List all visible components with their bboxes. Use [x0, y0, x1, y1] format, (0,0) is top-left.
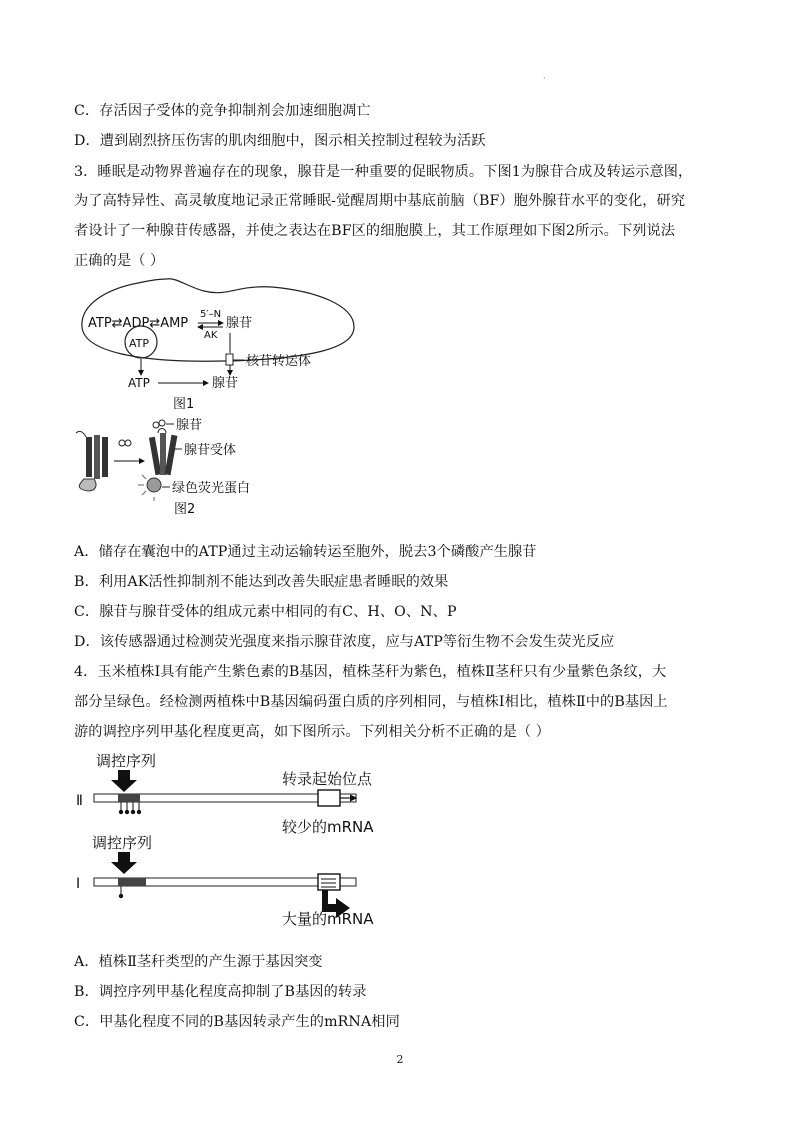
receptor-active-icon: [149, 420, 178, 475]
fig2-label-adenosine: 腺苷: [176, 418, 203, 433]
fig1-adenosine-in: 腺苷: [226, 316, 253, 331]
row1-label: Ⅰ: [76, 876, 81, 892]
reg-seq-row1: [118, 878, 146, 886]
tss-box-row1: [318, 874, 340, 890]
q2-option-d: D．遭到剧烈挤压伤害的肌肉细胞中，图示相关控制过程较为活跃: [74, 133, 486, 149]
fig2-label-gfp: 绿色荧光蛋白: [172, 481, 251, 496]
figure-2-sensor: [70, 415, 300, 520]
q4-stem-line-2: 部分呈绿色。经检测两植株中B基因编码蛋白质的序列相同，与植株Ⅰ相比，植株Ⅱ中的B基因上: [74, 694, 668, 710]
less-mrna-label: 较少的mRNA: [282, 818, 374, 836]
fig1-adenosine-out: 腺苷: [212, 376, 239, 391]
fig1-atp-circle-label: ATP: [129, 337, 150, 350]
fig1-atp-out: ATP: [128, 376, 150, 390]
q3-stem-line-2: 为了高特异性、高灵敏度地记录正常睡眠-觉醒周期中基底前脑（BF）胞外腺苷水平的变化，研究: [74, 193, 686, 209]
reg-arrow-bottom-icon: [111, 852, 137, 874]
fig1-enzyme-top: 5′–N: [200, 309, 222, 320]
fig2-label-receptor: 腺苷受体: [184, 443, 237, 458]
fig1-caption: 图1: [173, 397, 195, 412]
q3-stem-line-1: 3．睡眠是动物界普遍存在的现象，腺苷是一种重要的促眠物质。下图1为腺苷合成及转运示意图，: [74, 164, 693, 180]
q4-option-a: A．植株Ⅱ茎秆类型的产生源于基因突变: [74, 954, 323, 970]
q2-option-c: C．存活因子受体的竞争抑制剂会加速细胞凋亡: [74, 103, 371, 119]
q3-option-a: A．储存在囊泡中的ATP通过主动运输转运至胞外，脱去3个磷酸产生腺苷: [74, 544, 537, 560]
tss-box-row2: [318, 790, 340, 806]
fig1-chain-text: ATP⇄ADP⇄AMP: [88, 316, 189, 331]
methyl-groups-row2: [119, 802, 141, 814]
page-number: 2: [396, 1053, 404, 1066]
q4-stem-line-1: 4．玉米植株Ⅰ具有能产生紫色素的B基因，植株茎秆为紫色，植株Ⅱ茎秆只有少量紫色条纹，大: [74, 664, 667, 680]
reg-seq-row2: [118, 794, 140, 802]
fig2-caption: 图2: [174, 502, 196, 517]
adenosine-molecule-icon: [119, 440, 131, 446]
row2-label: Ⅱ: [76, 793, 83, 809]
gfp-glow-icon: [138, 475, 161, 501]
q4-stem-line-3: 游的调控序列甲基化程度更高，如下图所示。下列相关分析不正确的是（ ）: [74, 724, 551, 740]
reg-arrow-top-icon: [111, 770, 137, 792]
reg-label-bottom: 调控序列: [92, 834, 153, 852]
reg-label-top: 调控序列: [96, 752, 157, 770]
q3-stem-line-3: 者设计了一种腺苷传感器，并使之表达在BF区的细胞膜上，其工作原理如下图2所示。下列说法: [74, 223, 676, 239]
fig1-transporter: [226, 354, 233, 365]
methyl-group-row1: [119, 886, 123, 898]
corner-mark: ·: [543, 74, 546, 83]
figure-gene-methylation: [74, 748, 404, 936]
figure-1-adenosine-synthesis: [76, 275, 366, 415]
tss-label: 转录起始位点: [282, 770, 373, 788]
fig1-transporter-label: 核苷转运体: [246, 354, 312, 369]
q4-option-b: B．调控序列甲基化程度高抑制了B基因的转录: [74, 984, 367, 1000]
q3-option-b: B．利用AK活性抑制剂不能达到改善失眠症患者睡眠的效果: [74, 574, 449, 590]
q3-option-c: C．腺苷与腺苷受体的组成元素中相同的有C、H、O、N、P: [74, 604, 457, 620]
fig1-enzyme-bottom: AK: [204, 330, 218, 341]
q3-stem-line-4: 正确的是（ ）: [74, 253, 165, 269]
q4-option-c: C．甲基化程度不同的B基因转录产生的mRNA相同: [74, 1014, 400, 1030]
q3-option-d: D．该传感器通过检测荧光强度来指示腺苷浓度，应与ATP等衍生物不会发生荧光反应: [74, 634, 615, 650]
receptor-inactive-icon: [76, 431, 108, 491]
more-mrna-label: 大量的mRNA: [282, 910, 374, 928]
